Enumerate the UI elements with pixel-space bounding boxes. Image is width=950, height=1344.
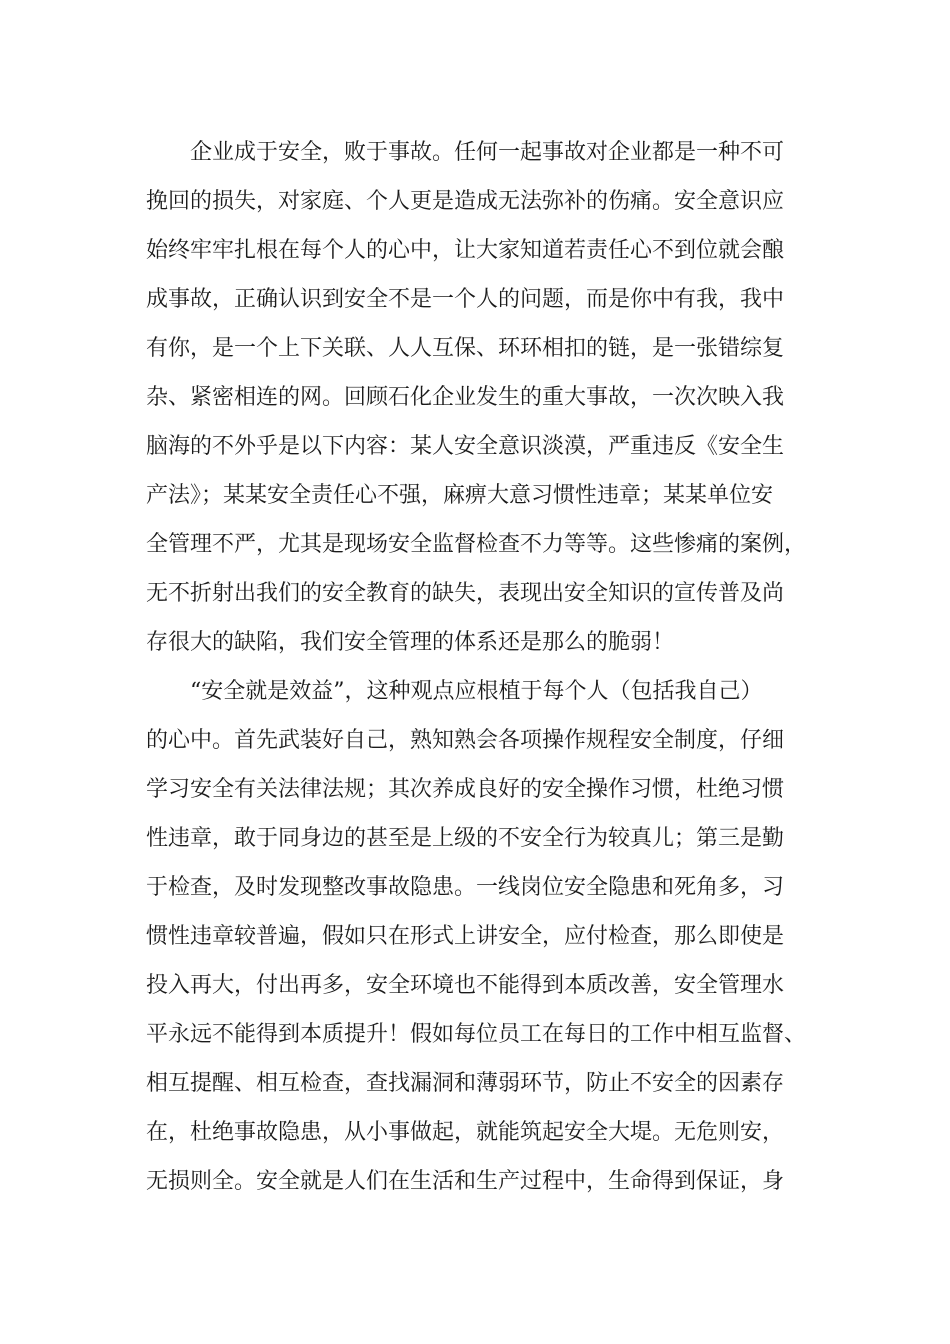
- text-line: 始终牢牢扎根在每个人的心中，让大家知道若责任心不到位就会酿: [146, 238, 785, 263]
- text-line: 企业成于安全，败于事故。任何一起事故对企业都是一种不可: [190, 140, 785, 165]
- text-line: 存很大的缺陷，我们安全管理的体系还是那么的脆弱！: [146, 630, 675, 655]
- text-line: 投入再大，付出再多，安全环境也不能得到本质改善，安全管理水: [146, 973, 785, 998]
- text-line: 学习安全有关法律法规；其次养成良好的安全操作习惯，杜绝习惯: [146, 777, 785, 802]
- paragraph-1: [146, 128, 806, 667]
- text-line: 杂、紧密相连的网。回顾石化企业发生的重大事故，一次次映入我: [146, 385, 785, 410]
- text-line: 的心中。首先武装好自己，熟知熟会各项操作规程安全制度，仔细: [146, 728, 785, 753]
- text-line: 无损则全。安全就是人们在生活和生产过程中，生命得到保证，身: [146, 1169, 785, 1194]
- text-line: 有你，是一个上下关联、人人互保、环环相扣的链，是一张错综复: [146, 336, 785, 361]
- text-line: 在，杜绝事故隐患，从小事做起，就能筑起安全大堤。无危则安，: [146, 1120, 785, 1145]
- text-line: 平永远不能得到本质提升！假如每位员工在每日的工作中相互监督、: [146, 1022, 807, 1047]
- text-line: “安全就是效益”，这种观点应根植于每个人（包括我自己）: [190, 679, 763, 704]
- text-line: 性违章，敢于同身边的甚至是上级的不安全行为较真儿；第三是勤: [146, 826, 785, 851]
- text-line: 无不折射出我们的安全教育的缺失，表现出安全知识的宣传普及尚: [146, 581, 785, 606]
- text-line: 全管理不严，尤其是现场安全监督检查不力等等。这些惨痛的案例，: [146, 532, 807, 557]
- text-line: 相互提醒、相互检查，查找漏洞和薄弱环节，防止不安全的因素存: [146, 1071, 785, 1096]
- text-line: 于检查，及时发现整改事故隐患。一线岗位安全隐患和死角多，习: [146, 875, 785, 900]
- text-line: 成事故，正确认识到安全不是一个人的问题，而是你中有我，我中: [146, 287, 785, 312]
- text-line: 挽回的损失，对家庭、个人更是造成无法弥补的伤痛。安全意识应: [146, 189, 785, 214]
- text-line: 产法》；某某安全责任心不强，麻痹大意习惯性违章；某某单位安: [146, 483, 774, 508]
- document-body: [146, 128, 806, 1206]
- text-line: 脑海的不外乎是以下内容：某人安全意识淡漠，严重违反《安全生: [146, 434, 785, 459]
- text-line: 惯性违章较普遍，假如只在形式上讲安全，应付检查，那么即使是: [146, 924, 785, 949]
- paragraph-2: [146, 667, 806, 1206]
